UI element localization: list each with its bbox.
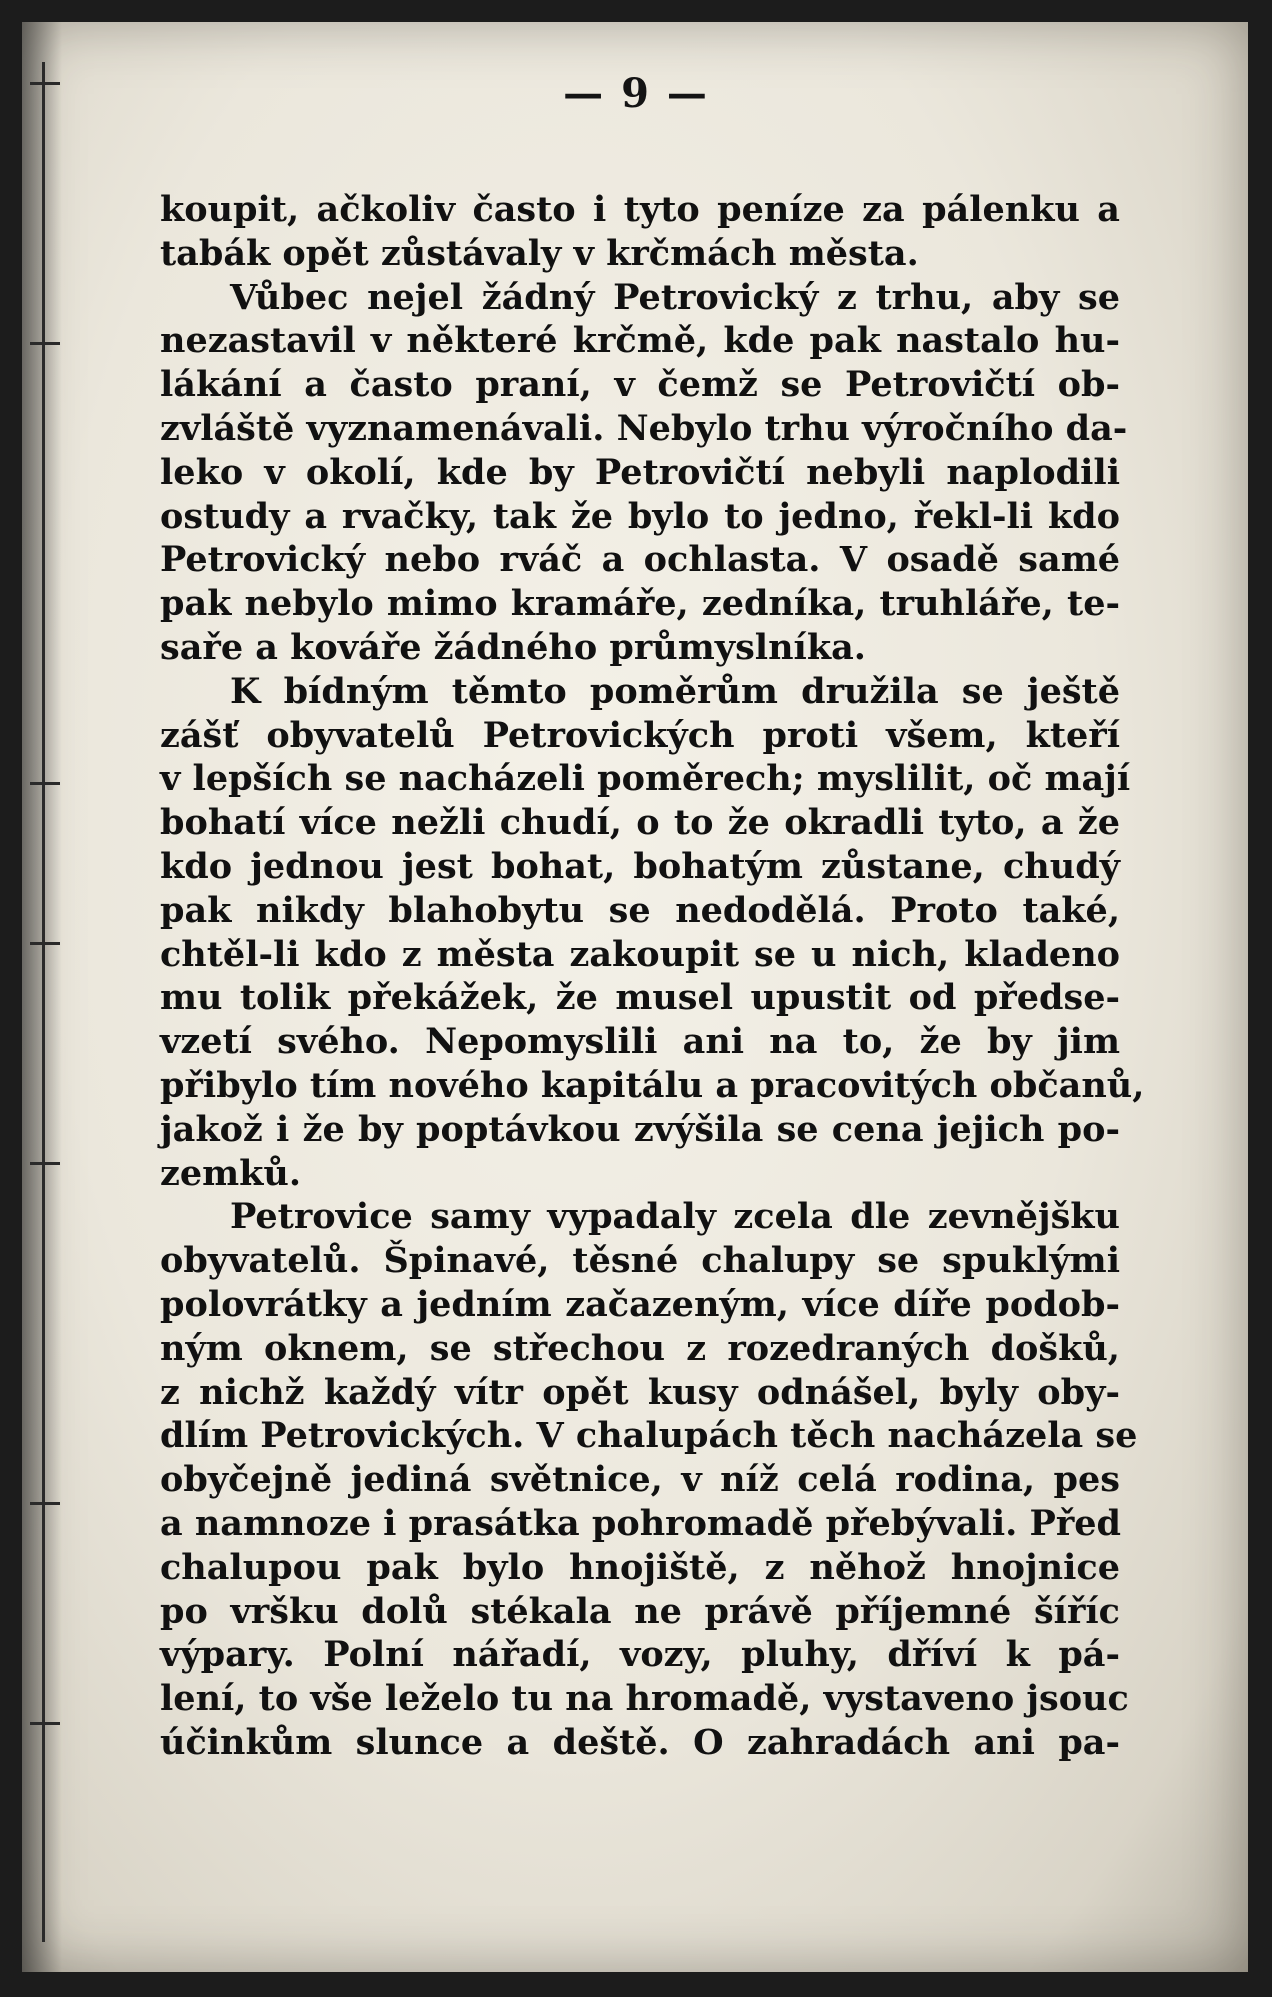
text-line: přibylo tím nového kapitálu a pracovitých občanů, (160, 1064, 1145, 1106)
binding-stitch (30, 782, 60, 785)
text-line: v lepších se nacházeli poměrech; myslilit, oč mají (160, 758, 1131, 800)
text-line: pak nebylo mimo kramáře, zedníka, truhláře, te- (160, 583, 1120, 625)
text-line: chalupou pak bylo hnojiště, z něhož hnojnice (160, 1546, 1120, 1588)
text-line: účinkům slunce a deště. O zahradách ani pa- (160, 1721, 1120, 1763)
text-line: leko v okolí, kde by Petrovičtí nebyli naplodili (160, 451, 1120, 493)
text-line: chtěl-li kdo z města zakoupit se u nich, kladeno (160, 933, 1120, 975)
text-line: Vůbec nejel žádný Petrovický z trhu, aby se (230, 276, 1120, 318)
text-line: tabák opět zůstávaly v krčmách města. (160, 232, 919, 274)
text-line: po vršku dolů stékala ne právě příjemné šíříc (160, 1590, 1120, 1632)
text-line: polovrátky a jedním začazeným, více díře podob- (160, 1283, 1120, 1325)
text-line: vzetí svého. Nepomyslili ani na to, že by jim (160, 1021, 1120, 1063)
binding-stitch (30, 342, 60, 345)
binding-stitch (30, 942, 60, 945)
binding-stitch (30, 1722, 60, 1725)
text-line: zemků. (160, 1152, 302, 1194)
text-line: saře a kováře žádného průmyslníka. (160, 626, 866, 668)
page-number: — 9 — (563, 70, 709, 117)
text-line: ostudy a rvačky, tak že bylo to jedno, řekl-li kdo (160, 495, 1120, 537)
text-line: zvláště vyznamenávali. Nebylo trhu výročního da- (160, 407, 1128, 449)
text-line: a namnoze i prasátka pohromadě přebývali. Před (160, 1502, 1122, 1544)
text-line: lení, to vše leželo tu na hromadě, vystaveno jsouc (160, 1678, 1129, 1720)
text-line: jakož i že by poptávkou zvýšila se cena jejich po- (160, 1108, 1120, 1150)
binding-stitch (30, 1162, 60, 1165)
text-line: z nichž každý vítr opět kusy odnášel, byly oby- (160, 1371, 1120, 1413)
text-line: dlím Petrovických. V chalupách těch nacházela se (160, 1415, 1138, 1457)
text-line: pak nikdy blahobytu se nedodělá. Proto také, (160, 889, 1120, 931)
text-line: bohatí více nežli chudí, o to že okradli tyto, a že (160, 802, 1120, 844)
text-line: zášť obyvatelů Petrovických proti všem, kteří (160, 714, 1120, 756)
text-line: ným oknem, se střechou z rozedraných došků, (160, 1327, 1120, 1369)
text-line: kdo jednou jest bohat, bohatým zůstane, chudý (160, 845, 1120, 887)
text-line: Petrovice samy vypadaly zcela dle zevnějšku (230, 1196, 1120, 1238)
text-line: výpary. Polní nářadí, vozy, pluhy, dříví k pá- (160, 1634, 1120, 1676)
text-line: mu tolik překážek, že musel upustit od předse- (160, 977, 1120, 1019)
body-text (160, 188, 1145, 1765)
text-line: K bídným těmto poměrům družila se ještě (230, 670, 1120, 712)
text-line: lákání a často praní, v čemž se Petrovičtí ob- (160, 364, 1120, 406)
text-line: obyvatelů. Špinavé, těsné chalupy se spuklými (160, 1240, 1120, 1282)
text-line: Petrovický nebo rváč a ochlasta. V osadě samé (160, 539, 1120, 581)
text-line: obyčejně jediná světnice, v níž celá rodina, pes (160, 1459, 1120, 1501)
text-line: nezastavil v některé krčmě, kde pak nastalo hu- (160, 320, 1120, 362)
text-line: koupit, ačkoliv často i tyto peníze za pálenku a (160, 189, 1120, 230)
binding-stitch (30, 1502, 60, 1505)
